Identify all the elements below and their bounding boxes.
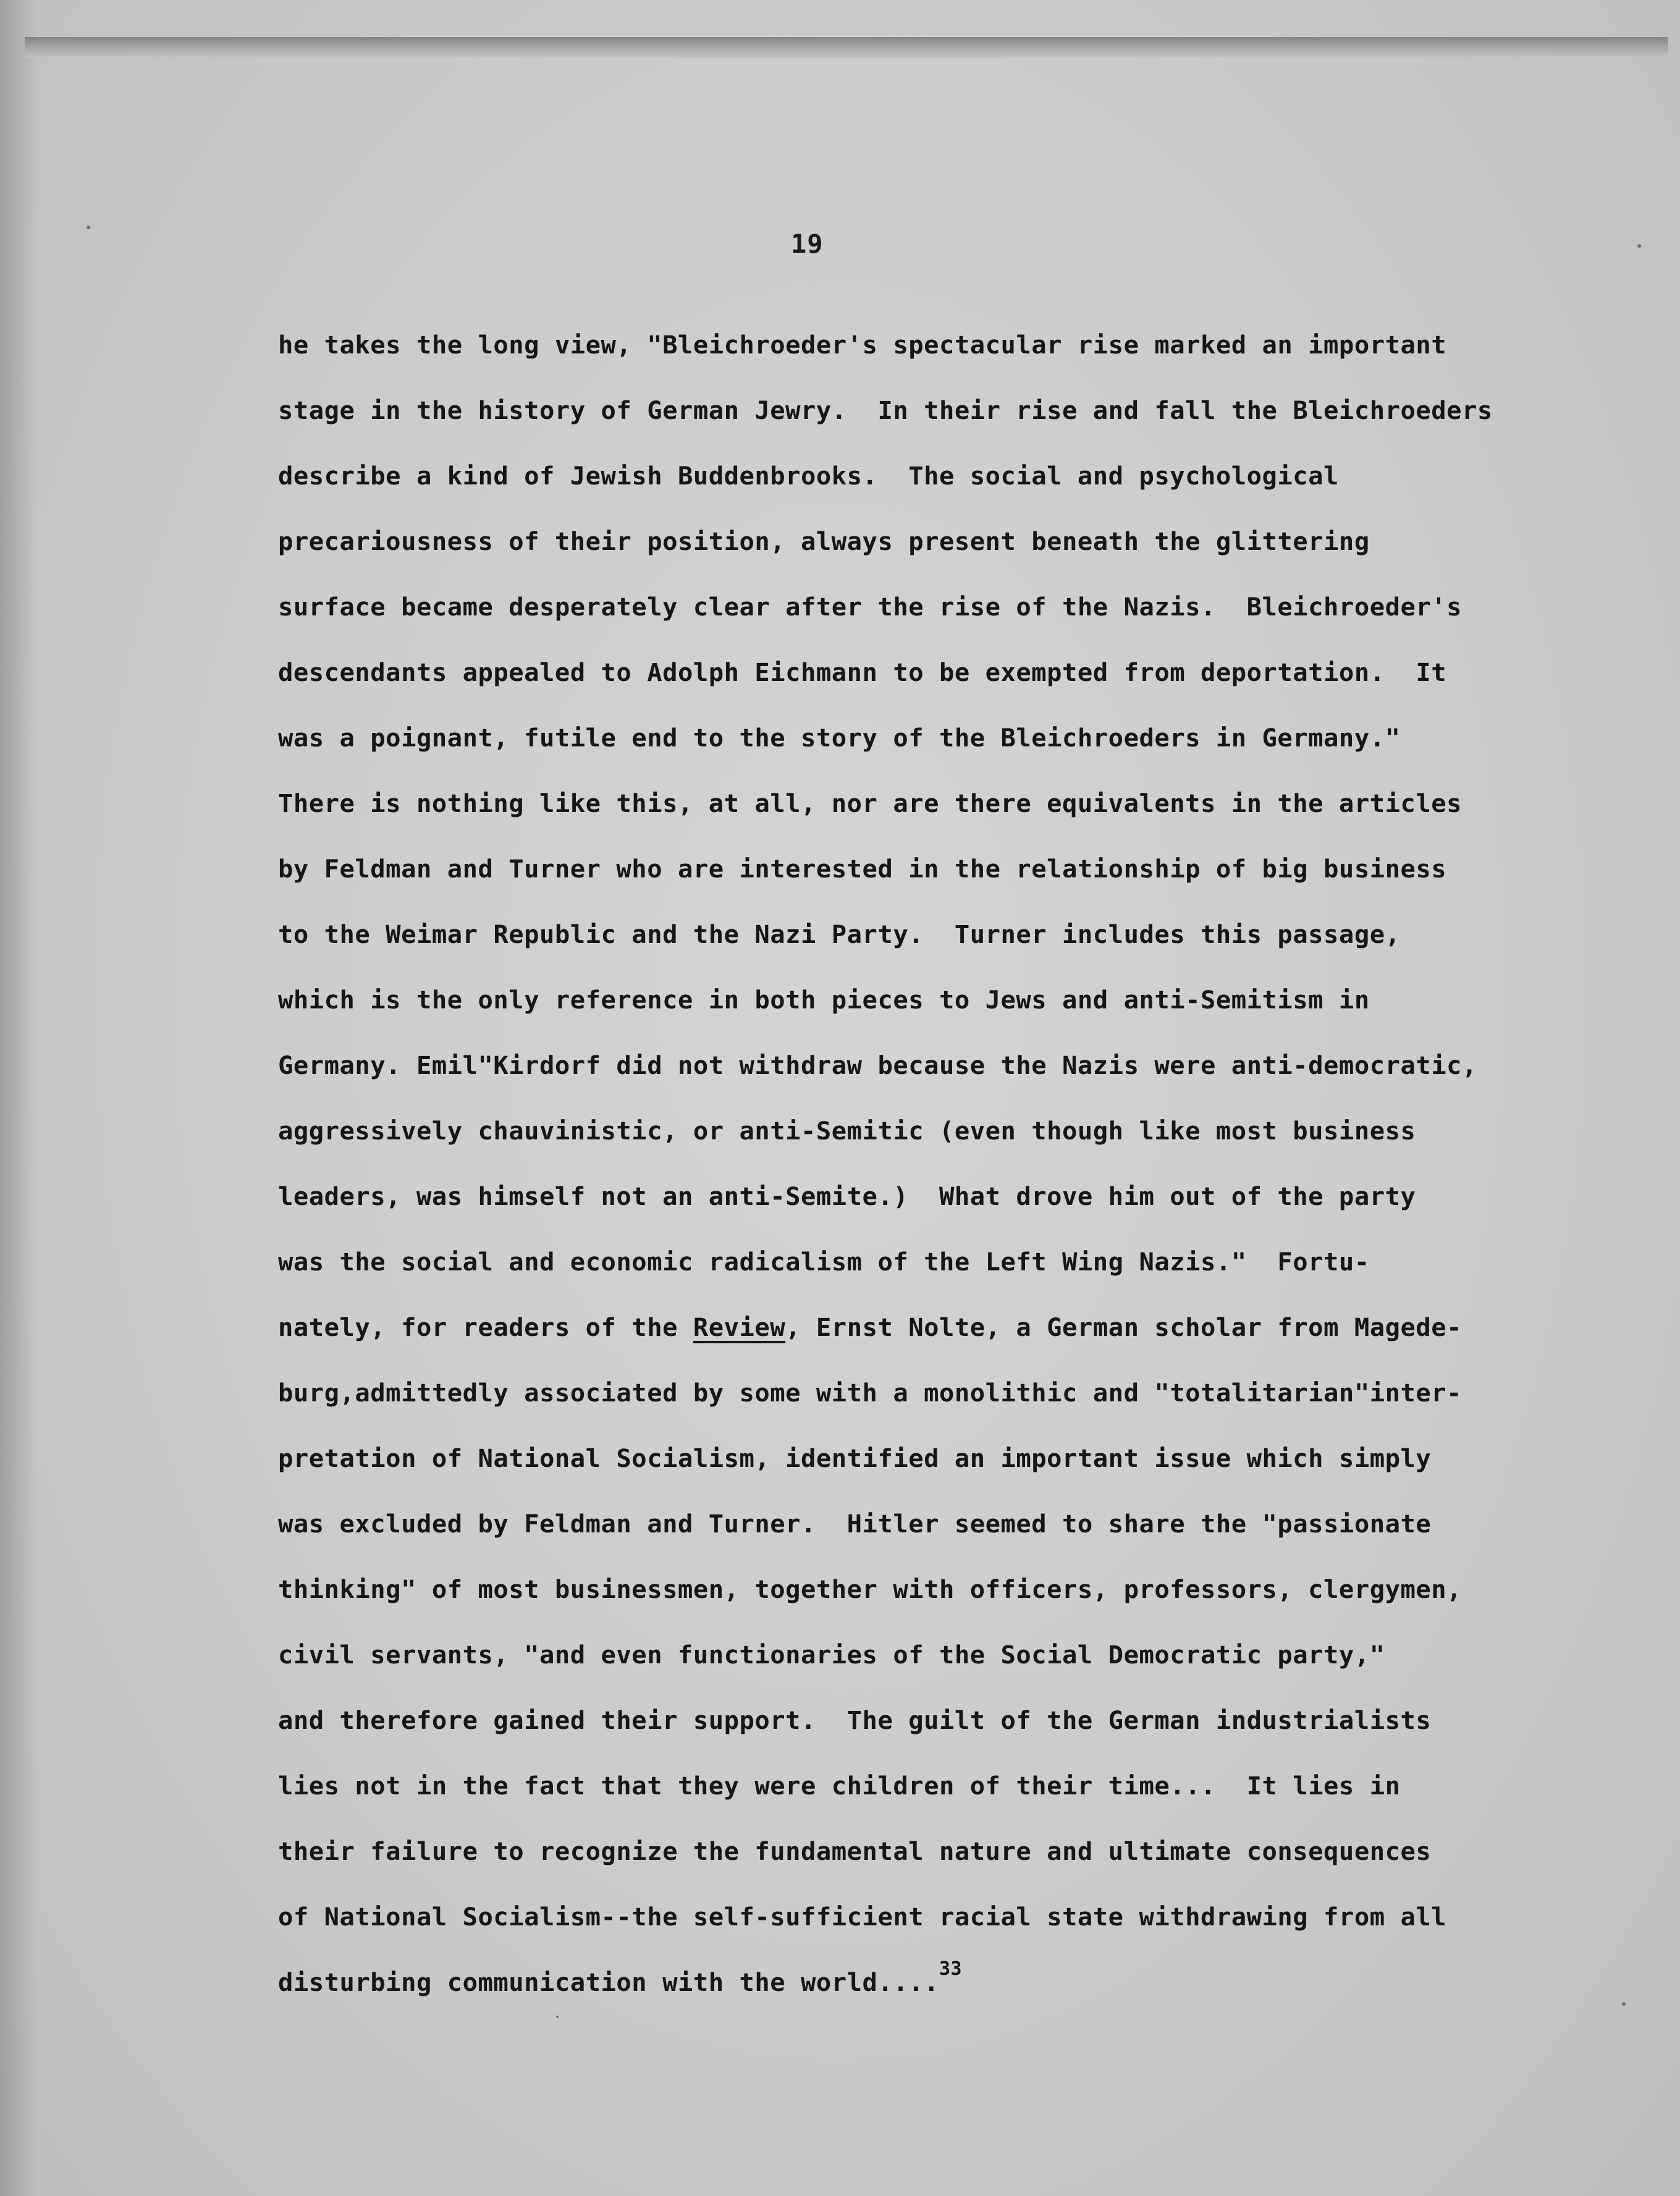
line-text-before: nately, for readers of the — [278, 1312, 693, 1342]
line-text: Germany. Emil"Kirdorf did not withdraw because the Nazis were anti-democratic, — [278, 1050, 1477, 1080]
text-line — [278, 1360, 1606, 1425]
text-line — [278, 1818, 1606, 1884]
text-line — [278, 1491, 1606, 1556]
line-text: civil servants, "and even functionaries of the Social Democratic party," — [278, 1640, 1385, 1670]
scan-speck — [556, 2016, 559, 2018]
footnote-reference: 33 — [939, 1958, 963, 1980]
line-text: their failure to recognize the fundamental nature and ultimate consequences — [278, 1836, 1432, 1866]
text-line — [278, 705, 1606, 771]
text-line — [278, 1425, 1606, 1491]
underlined-title: Review — [693, 1312, 786, 1342]
text-line — [278, 1622, 1606, 1687]
line-text: surface became desperately clear after the rise of the Nazis. Bleichroeder's — [278, 592, 1462, 622]
line-text: precariousness of their position, always present beneath the glittering — [278, 526, 1370, 556]
scan-speck — [87, 226, 90, 229]
body-text — [278, 312, 1606, 2015]
text-line — [278, 836, 1606, 902]
line-text: disturbing communication with the world.... — [278, 1967, 939, 1997]
text-line — [278, 1163, 1606, 1229]
paper-top-edge — [25, 37, 1668, 58]
line-text: thinking" of most businessmen, together with officers, professors, clergymen, — [278, 1574, 1462, 1604]
line-text: descendants appealed to Adolph Eichmann to be exempted from deportation. It — [278, 657, 1447, 687]
line-text: to the Weimar Republic and the Nazi Party. Turner includes this passage, — [278, 919, 1401, 949]
line-text: he takes the long view, "Bleichroeder's spectacular rise marked an important — [278, 330, 1447, 360]
text-line — [278, 1556, 1606, 1622]
text-line — [278, 312, 1606, 378]
text-line — [278, 1033, 1606, 1098]
line-text: by Feldman and Turner who are interested in the relationship of big business — [278, 854, 1447, 884]
line-text: leaders, was himself not an anti-Semite.) What drove him out of the party — [278, 1181, 1416, 1211]
text-line — [278, 1949, 1606, 2015]
line-text: of National Socialism--the self-sufficient racial state withdrawing from all — [278, 1902, 1447, 1932]
text-line — [278, 1884, 1606, 1949]
line-text: pretation of National Socialism, identified an important issue which simply — [278, 1443, 1432, 1473]
line-text: aggressively chauvinistic, or anti-Semitic (even though like most business — [278, 1116, 1416, 1146]
line-text-after: , Ernst Nolte, a German scholar from Magede- — [785, 1312, 1463, 1342]
text-line — [278, 902, 1606, 967]
text-line — [278, 771, 1606, 836]
line-text: stage in the history of German Jewry. In their rise and fall the Bleichroeders — [278, 395, 1493, 425]
line-text: lies not in the fact that they were children of their time... It lies in — [278, 1771, 1401, 1801]
line-text: which is the only reference in both pieces to Jews and anti-Semitism in — [278, 985, 1370, 1015]
text-line — [278, 1229, 1606, 1294]
line-text: There is nothing like this, at all, nor are there equivalents in the articles — [278, 788, 1462, 818]
line-text: was excluded by Feldman and Turner. Hitler seemed to share the "passionate — [278, 1509, 1432, 1539]
line-text: burg,admittedly associated by some with a monolithic and "totalitarian"inter- — [278, 1378, 1462, 1408]
text-line — [278, 1098, 1606, 1163]
text-line — [278, 378, 1606, 443]
line-text: was a poignant, futile end to the story of the Bleichroeders in Germany." — [278, 723, 1401, 753]
text-line — [278, 574, 1606, 640]
page-number: 19 — [791, 229, 824, 259]
line-text: was the social and economic radicalism of the Left Wing Nazis." Fortu- — [278, 1247, 1370, 1277]
line-text: describe a kind of Jewish Buddenbrooks. The social and psychological — [278, 461, 1339, 491]
text-line — [278, 1294, 1606, 1360]
text-line — [278, 509, 1606, 574]
line-text: and therefore gained their support. The guilt of the German industrialists — [278, 1705, 1432, 1735]
text-line — [278, 1687, 1606, 1753]
text-line — [278, 967, 1606, 1033]
scan-shadow — [0, 0, 37, 2196]
text-line — [278, 443, 1606, 509]
text-line — [278, 1753, 1606, 1818]
text-line — [278, 640, 1606, 705]
scan-speck — [1622, 2002, 1626, 2006]
scan-speck — [1637, 244, 1641, 248]
